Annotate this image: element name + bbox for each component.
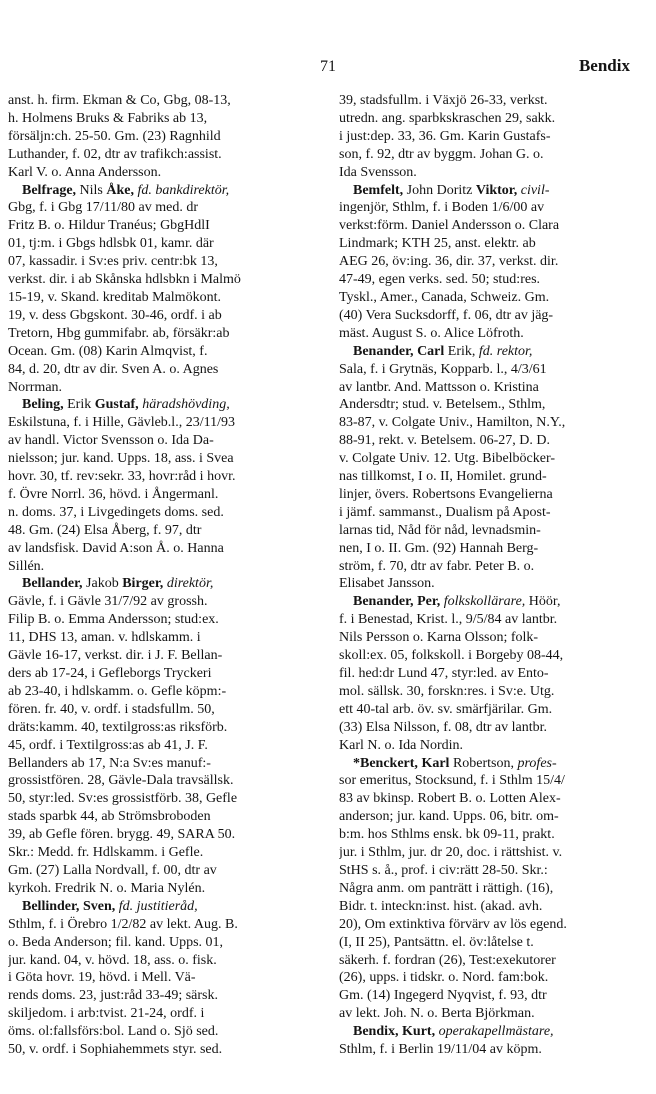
entry-text-line: Karl N. o. Ida Nordin. (339, 737, 464, 753)
entry-text-line: v. Colgate Univ. 12. Utg. Bibelböcker- (339, 451, 556, 467)
entry-given-name: John Doritz (403, 182, 476, 198)
entry-text-line: n. doms. 37, i Livgedingets doms. sed. (8, 504, 224, 520)
entry-text-line: Gm. (14) Ingegerd Nyqvist, f. 93, dtr (339, 988, 547, 1004)
entry-text-line: 47-49, egen verks. sed. 50; stud:res. (339, 272, 541, 288)
entry-call-name: Karl (421, 755, 450, 771)
entry-text-line: Filip B. o. Emma Andersson; stud:ex. (8, 612, 219, 628)
entry-surname: Benander, (353, 343, 414, 359)
entry-text-line: ett 40-tal arb. öv. sv. smärfjärilar. Gm. (339, 701, 553, 717)
entry-title: operakapellmästare, (435, 1024, 554, 1040)
entry-given-name: Nils (76, 182, 107, 198)
entry-text-line: 39, ab Gefle fören. brygg. 49, SARA 50. (8, 827, 236, 843)
dictionary-entry (339, 593, 629, 754)
entry-call-name: Carl (417, 343, 445, 359)
entry-text-line: stads sparbk 44, ab Strömsbroboden (8, 809, 211, 825)
entry-text-line: anderson; jur. kand. Upps. 06, bitr. om- (339, 809, 559, 825)
entry-continuation (339, 92, 629, 182)
running-head: Bendix (578, 56, 630, 75)
entry-text-line: säkerh. f. fordran (26), Test:exekutorer (339, 952, 556, 968)
entry-text-line: jur. i Sthlm, jur. dr 20, doc. i rättshist. v. (339, 845, 563, 861)
entry-text-line: b:m. hos Sthlms ensk. bk 09-11, prakt. (339, 827, 555, 843)
entry-text-line: av lantbr. And. Mattsson o. Kristina (339, 379, 539, 395)
entry-text-line: i Göta hovr. 19, hövd. i Mell. Vä- (8, 970, 196, 986)
entry-text-line: Gävle 16-17, verkst. dir. i J. F. Bellan- (8, 648, 223, 664)
entry-call-name: Per, (417, 594, 441, 610)
entry-text-line: 48. Gm. (24) Elsa Åberg, f. 97, dtr (8, 522, 202, 538)
page-number: 71 (320, 58, 336, 75)
entry-text-line: utredn. ang. sparbkskraschen 29, sakk. (339, 110, 556, 126)
entry-text-line: Bidr. t. inteckn:inst. hist. (akad. avh. (339, 898, 543, 914)
entry-text-line: StHS s. å., prof. i civ:rätt 28-50. Skr.: (339, 862, 548, 878)
entry-call-name: Gustaf, (94, 397, 139, 413)
dictionary-entry (8, 898, 306, 1059)
entry-surname: Benander, (353, 594, 414, 610)
entry-title: fd. justitieråd, (115, 898, 198, 914)
entry-text-line: fören. fr. 40, v. ordf. i stadsfullm. 50, (8, 701, 215, 717)
entry-text-line: Ocean. Gm. (08) Karin Almqvist, f. (8, 343, 208, 359)
entry-text-line: Norrman. (8, 379, 63, 395)
dictionary-entry (8, 182, 306, 397)
entry-text-line: Nils Persson o. Karna Olsson; folk- (339, 630, 539, 646)
entry-surname: Belfrage, (22, 182, 77, 198)
entry-text-line: dräts:kamm. 40, textilgross:as riksförb. (8, 719, 228, 735)
entry-text-line: nielsson; jur. kand. Upps. 18, ass. i Svea (8, 451, 234, 467)
entry-text-line: Gm. (27) Lalla Nordvall, f. 00, dtr av (8, 862, 217, 878)
entry-title: häradshövding, (138, 397, 230, 413)
entry-call-name: Sven, (82, 898, 116, 914)
entry-text-line: Karl V. o. Anna Andersson. (8, 164, 162, 180)
entry-call-name: Birger, (122, 576, 164, 592)
entry-text-line: nas tillkomst, I o. II, Homilet. grund- (339, 469, 547, 485)
entry-text-line: Sthlm, f. i Örebro 1/2/82 av lekt. Aug. B. (8, 916, 238, 932)
entry-text-line: öms. ol:fallsförs:bol. Land o. Sjö sed. (8, 1024, 219, 1040)
right-column (339, 92, 629, 1059)
entry-text-line: 07, kassadir. i Sv:es priv. centr:bk 13, (8, 254, 218, 270)
entry-text-line: f. Övre Norrl. 36, hövd. i Ångermanl. (8, 486, 219, 502)
dictionary-entry (339, 1023, 629, 1059)
entry-text-line: försäljn:ch. 25-50. Gm. (23) Ragnhild (8, 128, 221, 144)
entry-text-line: ström, f. 70, dtr av fabr. Peter B. o. (339, 558, 535, 574)
entry-text-line: Sillén. (8, 558, 45, 574)
entry-text-line: mol. sällsk. 30, forskn:res. i Sv:e. Utg. (339, 683, 555, 699)
entry-text-line: i just:dep. 33, 36. Gm. Karin Gustafs- (339, 128, 551, 144)
entry-text-line: (26), upps. i tidskr. o. Nord. fam:bok. (339, 970, 549, 986)
entry-text-line: h. Holmens Bruks & Fabriks ab 13, (8, 110, 208, 126)
entry-text-line: hovr. 30, tf. rev:sekr. 33, hovr:råd i hovr. (8, 469, 236, 485)
entry-surname: Bemfelt, (353, 182, 404, 198)
entry-call-name: Viktor, (475, 182, 518, 198)
entry-text-line: f. i Benestad, Krist. l., 9/5/84 av lantbr. (339, 612, 558, 628)
entry-text-line: Gbg, f. i Gbg 17/11/80 av med. dr (8, 200, 199, 216)
entry-text-line: Sala, f. i Grytnäs, Kopparb. l., 4/3/61 (339, 361, 547, 377)
entry-text-line: Tyskl., Amer., Canada, Schweiz. Gm. (339, 289, 550, 305)
entry-text-line: Skr.: Medd. fr. Hdlskamm. i Gefle. (8, 845, 204, 861)
entry-place: Höör, (525, 594, 561, 610)
entry-text-line: av lekt. Joh. N. o. Berta Björkman. (339, 1006, 535, 1022)
entry-title: fd. bankdirektör, (134, 182, 230, 198)
entry-text-line: 88-91, rekt. v. Betelsem. 06-27, D. D. (339, 433, 550, 449)
entry-headline (8, 898, 306, 916)
entry-text-line: skoll:ex. 05, folkskoll. i Borgeby 08-44, (339, 648, 564, 664)
entry-title: civil- (517, 182, 550, 198)
entry-title: direktör, (163, 576, 214, 592)
entry-text-line: ingenjör, Sthlm, f. i Boden 1/6/00 av (339, 200, 545, 216)
entry-text-line: verkst. dir. i ab Skånska hdlsbkn i Malmö (8, 272, 241, 288)
entry-text-line: kyrkoh. Fredrik N. o. Maria Nylén. (8, 880, 206, 896)
entry-text-line: 11, DHS 13, aman. v. hdlskamm. i (8, 630, 201, 646)
entry-text-line: Luthander, f. 02, dtr av trafikch:assist. (8, 146, 222, 162)
entry-text-line: ab 23-40, i hdlskamm. o. Gefle köpm:- (8, 683, 227, 699)
entry-other-name: Erik, (444, 343, 476, 359)
entry-text-line: (33) Elsa Nilsson, f. 08, dtr av lantbr. (339, 719, 548, 735)
entry-surname: *Benckert, (353, 755, 418, 771)
entry-text-line: fil. hed:dr Lund 47, styr:led. av Ento- (339, 666, 549, 681)
entry-text-line: (I, II 25), Pantsättn. el. öv:låtelse t. (339, 934, 534, 950)
entry-text-line: i jämf. sammanst., Dualism på Apost- (339, 504, 551, 520)
left-column (8, 92, 306, 1059)
entry-text-line: mäst. August S. o. Alice Löfroth. (339, 325, 524, 341)
entry-title: fd. rektor, (475, 343, 533, 359)
entry-text-line: AEG 26, öv:ing. 36, dir. 37, verkst. dir. (339, 254, 559, 270)
entry-text-line: son, f. 92, dtr av byggm. Johan G. o. (339, 146, 544, 162)
entry-headline (8, 396, 306, 414)
entry-text-line: larnas tid, Nåd för nåd, levnadsmin- (339, 522, 541, 538)
entry-text-line: verkst:förm. Daniel Andersson o. Clara (339, 218, 560, 234)
entry-text-line: grossistfören. 28, Gävle-Dala travsällsk. (8, 773, 234, 789)
entry-text-line: Elisabet Jansson. (339, 576, 435, 592)
entry-surname: Bellander, (22, 576, 83, 592)
entry-text-line: rends doms. 23, just:råd 33-49; särsk. (8, 988, 218, 1004)
dictionary-entry (339, 343, 629, 594)
entry-surname: Beling, (22, 397, 64, 413)
entry-title: folkskollärare, (440, 594, 526, 610)
entry-text-line: 83-87, v. Colgate Univ., Hamilton, N.Y., (339, 415, 566, 431)
entry-other-name: Robertson, (449, 755, 514, 771)
dictionary-entry (339, 182, 629, 343)
entry-text-line: Sthlm, f. i Berlin 19/11/04 av köpm. (339, 1042, 542, 1058)
entry-text-line: 15-19, v. Skand. kreditab Malmökont. (8, 289, 221, 305)
dictionary-entry (8, 575, 306, 897)
dictionary-entry (339, 755, 629, 1024)
entry-text-line: Lindmark; KTH 25, anst. elektr. ab (339, 236, 536, 252)
entry-text-line: (40) Vera Sucksdorff, f. 06, dtr av jäg- (339, 307, 554, 323)
entry-text-line: Ida Svensson. (339, 164, 417, 180)
entry-text-line: Eskilstuna, f. i Hille, Gävleb.l., 23/11/93 (8, 415, 235, 431)
entry-call-name: Kurt, (402, 1024, 436, 1040)
entry-headline (8, 575, 306, 593)
entry-text-line: Tretorn, Hbg gummifabr. ab, försäkr:ab (8, 325, 230, 341)
entry-text-line: 39, stadsfullm. i Växjö 26-33, verkst. (339, 93, 548, 108)
entry-text-line: 20), Om extinktiva förvärv av lös egend. (339, 916, 567, 932)
entry-text-line: anst. h. firm. Ekman & Co, Gbg, 08-13, (8, 93, 231, 108)
entry-text-line: 01, tj:m. i Gbgs hdlsbk 01, kamr. där (8, 236, 214, 252)
entry-given-name: Jakob (82, 576, 123, 592)
entry-text-line: Gävle, f. i Gävle 31/7/92 av grossh. (8, 594, 208, 610)
entry-text-line: sor emeritus, Stocksund, f. i Sthlm 15/4/ (339, 773, 565, 789)
entry-text-line: skiljedom. i arb:tvist. 21-24, ordf. i (8, 1006, 205, 1022)
entry-text-line: linjer, övers. Robertsons Evangelierna (339, 486, 553, 502)
entry-text-line: 50, styr:led. Sv:es grossistförb. 38, Gefle (8, 791, 238, 807)
entry-text-line: Fritz B. o. Hildur Tranéus; GbgHdlI (8, 218, 210, 234)
entry-headline (339, 182, 629, 200)
entry-text-line: Några anm. om panträtt i rättigh. (16), (339, 880, 554, 896)
entry-text-line: 83 av bkinsp. Robert B. o. Lotten Alex- (339, 791, 561, 807)
entry-text-line: ders ab 17-24, i Gefleborgs Tryckeri (8, 666, 212, 681)
entry-call-name: Åke, (106, 182, 134, 198)
entry-headline (339, 593, 629, 611)
entry-headline (339, 1023, 629, 1041)
entry-title: profes- (514, 755, 557, 771)
entry-text-line: av handl. Victor Svensson o. Ida Da- (8, 433, 214, 449)
entry-text-line: 19, v. dess Gbgskont. 30-46, ordf. i ab (8, 307, 222, 323)
dictionary-entry (8, 396, 306, 575)
entry-surname: Bellinder, (22, 898, 80, 914)
entry-text-line: 45, ordf. i Textilgross:as ab 41, J. F. (8, 737, 208, 753)
entry-surname: Bendix, (353, 1024, 399, 1040)
entry-headline (339, 343, 629, 361)
entry-text-line: Andersdtr; stud. v. Betelsem., Sthlm, (339, 397, 546, 413)
entry-text-line: Bellanders ab 17, N:a Sv:es manuf:- (8, 755, 211, 771)
entry-text-line: av landsfisk. David A:son Å. o. Hanna (8, 540, 224, 556)
entry-text-line: nen, I o. II. Gm. (92) Hannah Berg- (339, 540, 539, 556)
entry-text-line: 84, d. 20, dtr av dir. Sven A. o. Agnes (8, 361, 219, 377)
entry-continuation (8, 92, 306, 182)
entry-text-line: o. Beda Anderson; fil. kand. Upps. 01, (8, 934, 224, 950)
entry-headline (8, 182, 306, 200)
entry-text-line: 50, v. ordf. i Sophiahemmets styr. sed. (8, 1042, 223, 1058)
entry-text-line: jur. kand. 04, v. hövd. 18, ass. o. fisk. (8, 952, 217, 968)
entry-headline (339, 755, 629, 773)
entry-given-name: Erik (63, 397, 95, 413)
